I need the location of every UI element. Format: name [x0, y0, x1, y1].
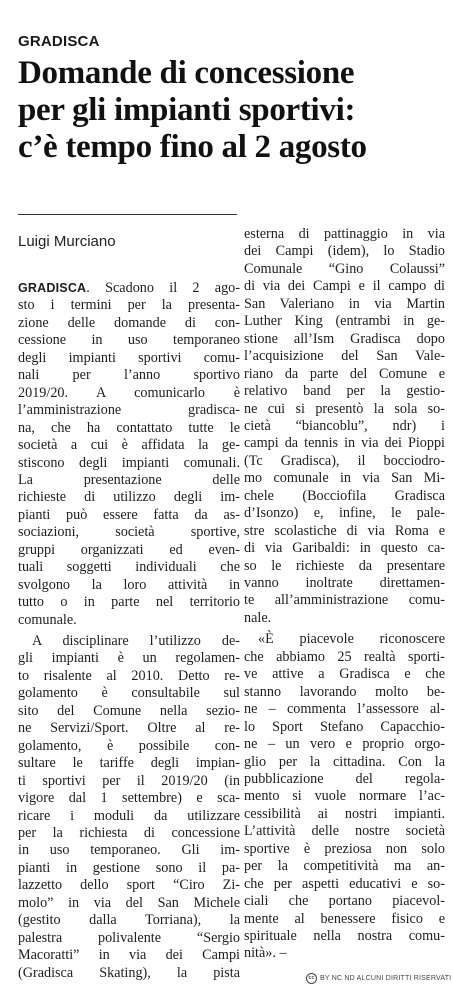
- byline-divider: [18, 214, 237, 215]
- body-text-line: palestra polivalente “Sergio: [18, 929, 240, 946]
- body-text-line: società a cui è affidata la ge-: [18, 437, 240, 454]
- body-text-line: ne – un vero e proprio orgo-: [244, 736, 445, 753]
- body-text-line: comunale.: [18, 611, 77, 628]
- body-text-line: ve attive a Gradisca e che: [244, 666, 445, 683]
- body-text-line: pubblicazione del regola-: [244, 770, 445, 787]
- copyright-cc-icon: cc: [306, 973, 317, 984]
- body-text-line: per la richiesta di concessione: [18, 824, 240, 841]
- body-text-line: lazzetto dello sport “Ciro Zi-: [18, 877, 240, 894]
- body-text-line: mo comunale in via San Mi-: [244, 470, 445, 487]
- body-text-line: lo Sport Stefano Capacchio-: [244, 718, 445, 735]
- body-text-line: zione delle domande di con-: [18, 314, 240, 331]
- dateline-kicker: GRADISCA: [18, 281, 87, 295]
- body-text-line: di via Garibaldi: in questo ca-: [244, 540, 445, 557]
- body-text-line: golamento è consultabile sul: [18, 685, 240, 702]
- body-text-line: di via dei Campi e il campo di: [244, 278, 445, 295]
- body-text-line: in uso temporaneo. Gli im-: [18, 842, 240, 859]
- body-text-line: relativo band per la gestio-: [244, 383, 445, 400]
- body-text-line: to risalente al 2010. Detto re-: [18, 667, 240, 684]
- copyright-footer: [306, 973, 451, 984]
- section-label: GRADISCA: [18, 33, 100, 50]
- body-text-line: stiscono degli impianti comunali.: [18, 454, 240, 471]
- body-text-line: ne – commenta l’assessore al-: [244, 701, 445, 718]
- body-text-line: (Tc Gradisca), il bocciodro-: [244, 452, 445, 469]
- body-text-line: gli impianti è un regolamen-: [18, 650, 240, 667]
- body-text-line: sociazioni, società sportive,: [18, 524, 240, 541]
- body-text-line: stione all’Ism Gradisca dopo: [244, 330, 445, 347]
- body-text-line: La presentazione delle: [18, 471, 240, 488]
- body-text-line: sultare le tariffe degli impian-: [18, 755, 240, 772]
- body-text-line: «È piacevole riconoscere: [258, 631, 445, 648]
- body-text-line: pianti in gestione sono il pa-: [18, 859, 240, 876]
- body-text-line: chele (Bocciofila Gradisca: [244, 487, 445, 504]
- body-text-line: esterna di pattinaggio in via: [244, 226, 445, 242]
- body-text-line: mente al benessere fisico e: [244, 910, 445, 927]
- copyright-text: BY NC ND ALCUNI DIRITTI RISERVATI: [320, 975, 452, 982]
- body-text-line: molo” in via del San Michele: [18, 894, 240, 911]
- body-text-line: na, che ha contattato tutte le: [18, 419, 240, 436]
- body-text-line: pianti può essere fatta da as-: [18, 506, 240, 523]
- body-text-line: ne cui si presentò la sola so-: [244, 400, 445, 417]
- body-text-line: spirituale nella nostra comu-: [244, 928, 445, 944]
- body-text-line: sito del Comune nella sezio-: [18, 702, 240, 719]
- body-text-line: so le richieste da presentare: [244, 557, 445, 574]
- body-text-line: mento si vuole normare l’ac-: [244, 788, 445, 805]
- body-text-line: nali per l’anno sportivo: [18, 367, 240, 384]
- body-text-line: (gestito dalla Torriana), la: [18, 912, 240, 929]
- byline: Luigi Murciano: [18, 233, 116, 250]
- body-text-line: riano da parte del Comune e: [244, 365, 445, 382]
- body-text-line: vanno inoltrate direttamen-: [244, 575, 445, 591]
- body-text-line: stre scolastiche di via Roma e: [244, 522, 445, 539]
- body-text-line: vigore dal 1 settembre) e sca-: [18, 790, 240, 807]
- body-text-line: ne Servizi/Sport. Oltre al re-: [18, 720, 240, 737]
- body-text-line: tuali soggetti individuali che: [18, 559, 240, 576]
- body-text-line: ciali che portano piacevol-: [244, 893, 445, 910]
- body-text-line: per la competitività ma an-: [244, 858, 445, 875]
- body-text-line: nale.: [244, 609, 272, 626]
- body-text-line: Macoratti” in via dei Campi: [18, 947, 240, 964]
- body-text-line: GRADISCA. Scadono il 2 ago-: [18, 280, 240, 296]
- body-text-line: ricare i moduli da utilizzare: [18, 807, 240, 824]
- body-text-line: cessione in uso temporaneo: [18, 332, 240, 349]
- body-text-line: stanno lavorando molto be-: [244, 683, 445, 700]
- body-text-line: tutto o in parte nel territorio: [18, 594, 240, 611]
- headline: [18, 55, 443, 166]
- body-text-line: San Valeriano in via Martin: [244, 295, 445, 312]
- body-text-line: degli impianti sportivi comu-: [18, 349, 240, 366]
- body-text-line: dei Campi (idem), lo Stadio: [244, 243, 445, 260]
- headline-line: Domande di concessione: [18, 55, 355, 91]
- body-text-line: A disciplinare l’utilizzo de-: [32, 633, 240, 649]
- body-text-line: l’amministrazione gradisca-: [18, 402, 240, 419]
- body-text-line: golamento, è possibile con-: [18, 737, 240, 754]
- body-text-line: L’attività delle nostre società: [244, 823, 445, 840]
- body-text-line: l’acquisizione del San Vale-: [244, 348, 445, 365]
- body-text-line: richieste di utilizzo degli im-: [18, 489, 240, 506]
- body-text-line: svolgono la loro attività in: [18, 576, 240, 593]
- body-text-line: d’Isonzo) e, infine, le pale-: [244, 505, 445, 522]
- body-text-line: gruppi organizzati ed even-: [18, 541, 240, 558]
- body-text-line: 2019/20. A comunicarlo è: [18, 384, 240, 401]
- body-text-line: (Gradisca Skating), la pista: [18, 964, 240, 981]
- body-text-line: ti sportivi per il 2019/20 (in: [18, 772, 240, 789]
- body-text-line: Luther King (entrambi in ge-: [244, 313, 445, 330]
- body-text-line: che per aspetti educativi e so-: [244, 875, 445, 892]
- body-text-line: Comunale “Gino Colaussi”: [244, 260, 445, 277]
- headline-line: c’è tempo fino al 2 agosto: [18, 129, 367, 165]
- body-text-line: glio per la cittadina. Con la: [244, 753, 445, 770]
- body-text-line: sto i termini per la presenta-: [18, 297, 240, 314]
- body-text-line: te all’amministrazione comu-: [244, 592, 445, 609]
- body-text-line: sportive è preziosa non solo: [244, 840, 445, 857]
- body-text-line: campi da tennis in via dei Pioppi: [244, 435, 445, 452]
- body-text-line: cessibilità ai nostri impianti.: [244, 805, 445, 822]
- body-text-line: nità». –: [244, 945, 287, 962]
- headline-line: per gli impianti sportivi:: [18, 92, 356, 128]
- body-text-line: cietà “biancoblu”, ndr) i: [244, 417, 445, 434]
- body-text-line: che abbiamo 25 realtà sporti-: [244, 648, 445, 665]
